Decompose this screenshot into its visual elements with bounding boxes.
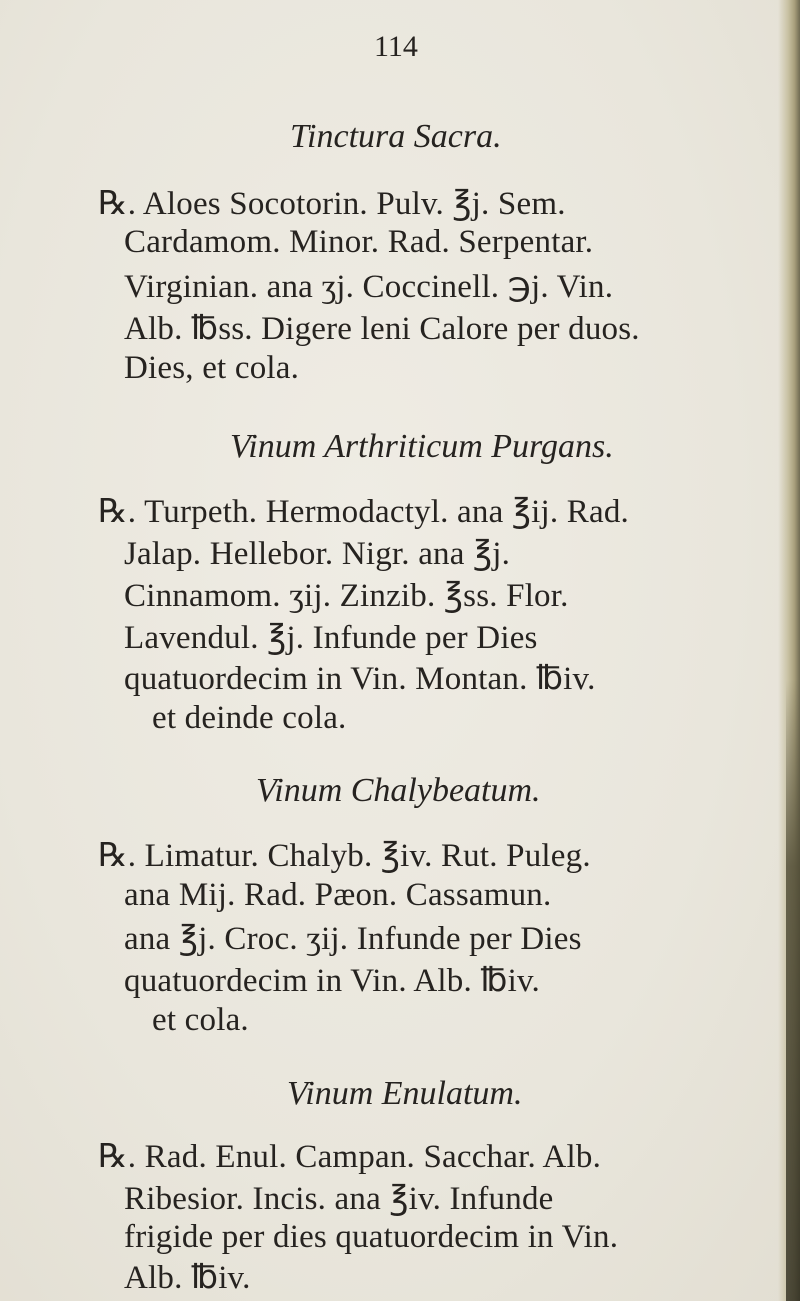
recipe-line: Alb. ℔ss. Digere leni Calore per duos. — [124, 310, 640, 347]
recipe-line: Dies, et cola. — [124, 349, 300, 386]
section-heading-tinctura-sacra: Tinctura Sacra. — [290, 118, 502, 156]
section-heading-vinum-enulatum: Vinum Enulatum. — [287, 1074, 523, 1112]
recipe-line: Virginian. ana ʒj. Coccinell. ℈j. Vin. — [124, 269, 614, 306]
recipe-line: ana ℥j. Croc. ʒij. Infunde per Dies — [124, 921, 582, 958]
recipe-line: ana Mij. Rad. Pæon. Cassamun. — [124, 876, 552, 913]
recipe-line: et cola. — [152, 1001, 249, 1038]
recipe-line: ℞. Turpeth. Hermodactyl. ana ℥ij. Rad. — [98, 494, 630, 531]
recipe-line: ℞. Aloes Socotorin. Pulv. ℥j. Sem. — [98, 185, 566, 222]
section-heading-vinum-arthriticum: Vinum Arthriticum Purgans. — [230, 428, 614, 466]
recipe-line: Jalap. Hellebor. Nigr. ana ℥j. — [124, 536, 511, 573]
recipe-line: Alb. ℔iv. — [124, 1260, 251, 1297]
recipe-line: ℞. Rad. Enul. Campan. Sacchar. Alb. — [98, 1138, 602, 1175]
recipe-line: frigide per dies quatuordecim in Vin. — [124, 1219, 619, 1256]
recipe-line: quatuordecim in Vin. Alb. ℔iv. — [124, 963, 540, 1000]
page-edge-binding — [786, 680, 800, 1301]
recipe-line: Lavendul. ℥j. Infunde per Dies — [124, 619, 538, 656]
recipe-line: Cinnamom. ʒij. Zinzib. ℥ss. Flor. — [124, 577, 569, 614]
page-number: 114 — [374, 30, 418, 63]
recipe-line: et deinde cola. — [152, 700, 347, 737]
recipe-line: Ribesior. Incis. ana ℥iv. Infunde — [124, 1180, 554, 1217]
recipe-line: ℞. Limatur. Chalyb. ℥iv. Rut. Puleg. — [98, 837, 591, 874]
recipe-line: Cardamom. Minor. Rad. Serpentar. — [124, 224, 594, 261]
section-heading-vinum-chalybeatum: Vinum Chalybeatum. — [256, 771, 541, 809]
recipe-line: quatuordecim in Vin. Montan. ℔iv. — [124, 661, 596, 698]
